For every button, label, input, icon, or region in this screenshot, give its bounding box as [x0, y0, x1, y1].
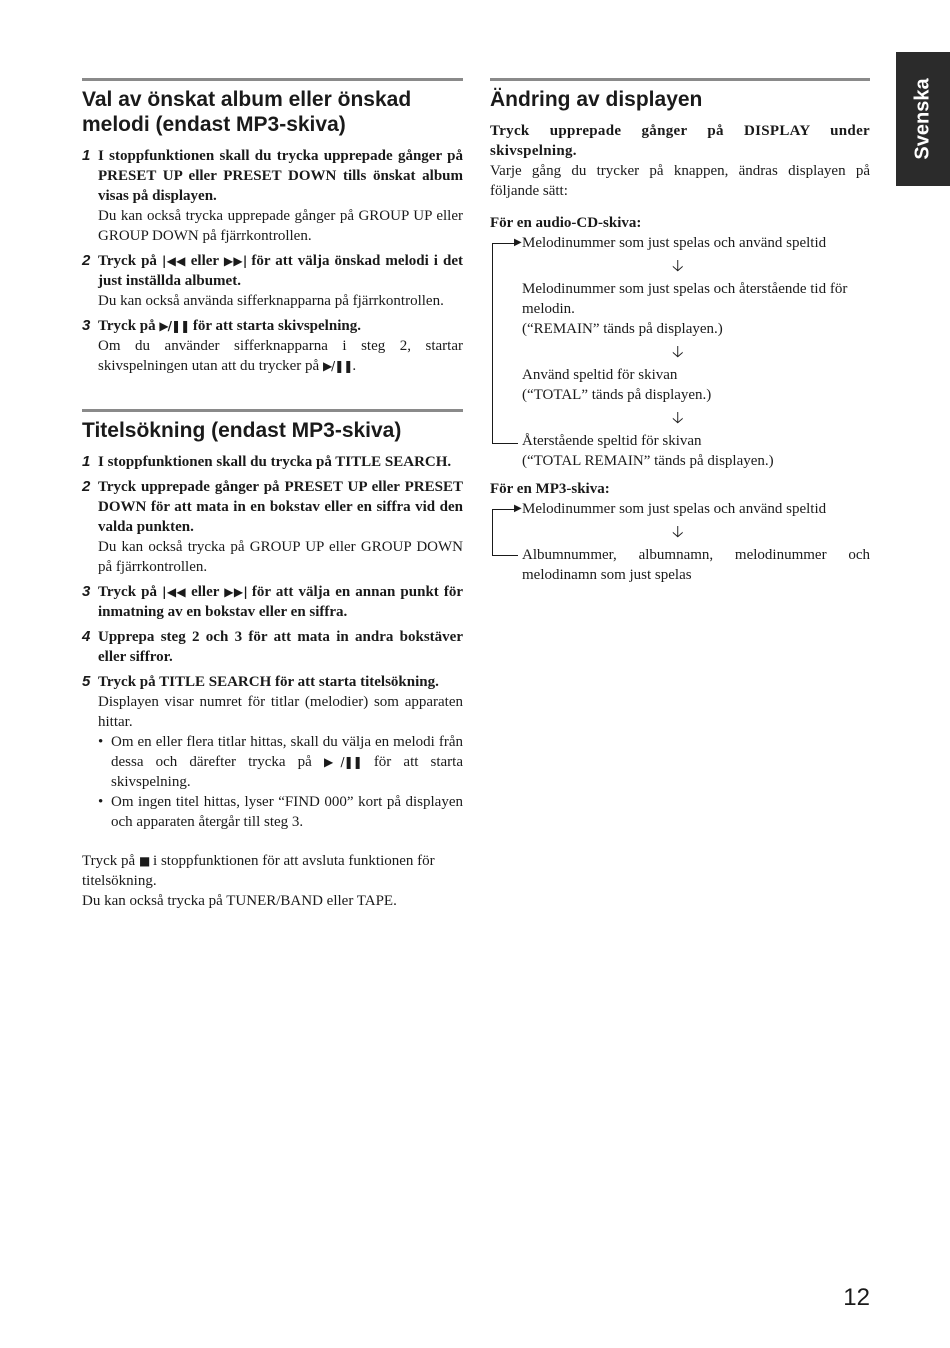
step-note: Du kan också använda sifferknapparna på fjärrkontrollen. [98, 293, 444, 309]
section-title-display-change: Ändring av displayen [490, 88, 703, 111]
step-2 [82, 477, 463, 577]
step-text: för att starta skivspelning. [192, 318, 361, 334]
bullet-item [98, 792, 463, 832]
step-number: 3 [82, 317, 91, 334]
step-instruction: Tryck upprepade gånger på PRESET UP eller PRESET DOWN för att mata in en bokstav eller en siffra vid den valda punkten. [98, 479, 463, 535]
step-text: . [352, 358, 357, 374]
step-text: eller [190, 253, 219, 269]
stop-icon: ■ [138, 854, 150, 868]
step-3 [82, 582, 463, 622]
step-text: för att välja en annan punkt för inmatning av en bokstav eller en siffra. [98, 584, 464, 620]
step-note [98, 336, 463, 376]
cycle-step: Återstående speltid för skivan [522, 433, 702, 449]
cycle-bracket [492, 509, 493, 555]
section-title-album-select: Val av önskat album eller önskad melodi (endast MP3-skiva) [82, 88, 412, 136]
right-column [490, 78, 870, 585]
cycle-step-note: (“TOTAL REMAIN” tänds på displayen.) [522, 453, 774, 469]
page-number: 12 [843, 1284, 870, 1311]
step-text: Tryck på [98, 584, 157, 600]
cd-display-cycle [490, 233, 870, 471]
bullet-text: för att starta skivspelning. [111, 754, 463, 790]
step-instruction: I stoppfunktionen skall du trycka på TITLE SEARCH. [98, 454, 452, 470]
skip-back-icon: |◀◀ [161, 254, 186, 268]
play-pause-icon: ▶/❚❚ [322, 359, 353, 373]
cycle-step: Albumnummer, albumnamn, melodinummer och melodinamn som just spelas [522, 547, 870, 583]
down-arrow-icon: 🡣 [672, 522, 684, 541]
section-title-title-search: Titelsökning (endast MP3-skiva) [82, 419, 402, 442]
down-arrow-icon: 🡣 [672, 342, 684, 361]
cycle-step: Melodinummer som just spelas och återstående tid för melodin. [522, 281, 848, 317]
step-text: Om du använder sifferknapparna i steg 2, startar skivspelningen utan att du trycker på [98, 338, 463, 374]
step-note: Displayen visar numret för titlar (melodier) som apparaten hittar. [98, 694, 463, 730]
cycle-step-note: (“TOTAL” tänds på displayen.) [522, 387, 712, 403]
section-rule [490, 78, 870, 81]
footer-note [82, 851, 463, 891]
cycle-bottom-line [492, 555, 518, 556]
cycle-bracket [492, 243, 493, 443]
cycle-step: Melodinummer som just spelas och använd speltid [522, 235, 827, 251]
mp3-flow-label: För en MP3-skiva: [490, 481, 610, 497]
step-2 [82, 251, 463, 311]
cycle-bottom-line [492, 443, 518, 444]
step-5 [82, 672, 463, 832]
language-tab [896, 52, 950, 186]
step-1 [82, 146, 463, 246]
section-rule [82, 409, 463, 412]
bullet-text: Om en eller flera titlar hittas, skall du välja en melodi från dessa och därefter trycka på [111, 734, 463, 770]
step-3 [82, 316, 463, 376]
mp3-display-cycle [490, 499, 870, 585]
step-1 [82, 452, 463, 472]
step-text: eller [191, 584, 220, 600]
step-text: Tryck på [98, 318, 156, 334]
footer-text: i stoppfunktionen för att avsluta funktionen för titelsökning. [82, 853, 435, 889]
section-rule [82, 78, 463, 81]
step-number: 4 [82, 628, 91, 645]
step-number: 1 [82, 453, 91, 470]
step-instruction: Upprepa steg 2 och 3 för att mata in andra bokstäver eller siffror. [98, 629, 463, 665]
play-pause-icon: ▶/❚❚ [323, 755, 362, 769]
step-number: 5 [82, 673, 91, 690]
cd-flow-label: För en audio-CD-skiva: [490, 215, 642, 231]
step-instruction [98, 251, 463, 291]
skip-back-icon: |◀◀ [162, 585, 186, 599]
bullet-text: Om ingen titel hittas, lyser “FIND 000” kort på displayen och apparaten återgår till steg 3. [111, 794, 463, 830]
skip-forward-icon: ▶▶| [224, 585, 247, 599]
down-arrow-icon: 🡣 [672, 256, 684, 275]
step-number: 2 [82, 252, 91, 269]
cycle-arrow-icon: ▶ [514, 237, 522, 248]
step-number: 3 [82, 583, 91, 600]
step-instruction: I stoppfunktionen skall du trycka upprepade gånger på PRESET UP eller PRESET DOWN tills önskat album visas på displayen. [98, 148, 463, 204]
cycle-step: Melodinummer som just spelas och använd speltid [522, 501, 827, 517]
step-text: för att välja önskad melodi i det just inställda albumet. [98, 253, 463, 289]
play-pause-icon: ▶/❚❚ [159, 319, 190, 333]
skip-forward-icon: ▶▶| [223, 254, 247, 268]
step-number: 1 [82, 147, 91, 164]
step-instruction [98, 316, 463, 336]
cycle-arrow-icon: ▶ [514, 503, 522, 514]
cycle-step: Använd speltid för skivan [522, 367, 678, 383]
bullet-item [98, 732, 463, 792]
down-arrow-icon: 🡣 [672, 408, 684, 427]
footer-note: Du kan också trycka på TUNER/BAND eller TAPE. [82, 893, 397, 909]
cycle-step-note: (“REMAIN” tänds på displayen.) [522, 321, 723, 337]
step-instruction [98, 582, 463, 622]
step-text: Tryck på [98, 253, 157, 269]
step-4 [82, 627, 463, 667]
bullet-list [98, 732, 463, 832]
left-column [82, 78, 463, 911]
step-note: Du kan också trycka upprepade gånger på GROUP UP eller GROUP DOWN på fjärrkontrollen. [98, 208, 463, 244]
instruction: Tryck upprepade gånger på DISPLAY under skivspelning. [490, 123, 870, 159]
step-note: Du kan också trycka på GROUP UP eller GROUP DOWN på fjärrkontrollen. [98, 539, 463, 575]
instruction-note: Varje gång du trycker på knappen, ändras displayen på följande sätt: [490, 163, 870, 199]
step-number: 2 [82, 478, 91, 495]
step-instruction: Tryck på TITLE SEARCH för att starta titelsökning. [98, 674, 439, 690]
language-tab-label: Svenska [911, 78, 934, 160]
footer-text: Tryck på [82, 853, 136, 869]
